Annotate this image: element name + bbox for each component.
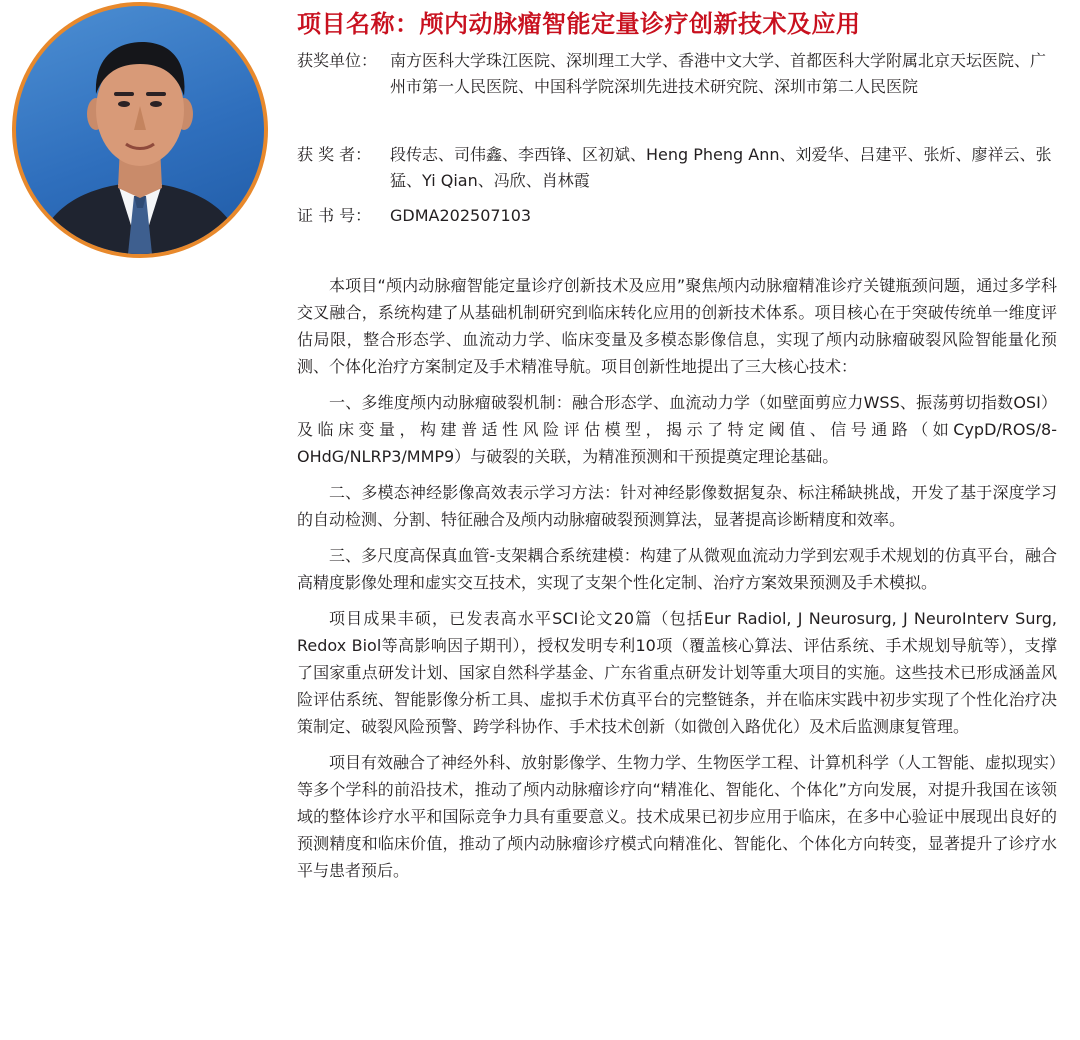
certificate-label: 证 书 号：	[297, 206, 372, 225]
certificate-row	[297, 203, 1057, 229]
award-units-row	[297, 48, 1057, 100]
award-units-value: 南方医科大学珠江医院、深圳理工大学、香港中文大学、首都医科大学附属北京天坛医院、广州市第一人民医院、中国科学院深圳先进技术研究院、深圳市第二人民医院	[390, 51, 1047, 96]
paragraph-achievements: 项目成果丰硕，已发表高水平SCI论文20篇（包括Eur Radiol, J Neurosurg, J NeuroInterv Surg, Redox Biol等高影响因子期刊），授权发明专利10项（覆盖核心算法、评估系统、手术规划导航等），支撑了国家重点研发计划、国家自然科学基金、广东省重点研发计划等重大项目的实施。这些技术已形成涵盖风险评估系统、智能影像分析工具、虚拟手术仿真平台的完整链条，并在临床实践中初步实现了个性化治疗决策制定、破裂风险预警、跨学科协作、手术技术创新（如微创入路优化）及术后监测康复管理。	[297, 609, 1057, 736]
paragraph-significance: 项目有效融合了神经外科、放射影像学、生物力学、生物医学工程、计算机科学（人工智能、虚拟现实）等多个学科的前沿技术，推动了颅内动脉瘤诊疗向“精准化、智能化、个体化”方向发展，对提升我国在该领域的整体诊疗水平和国际竞争力具有重要意义。技术成果已初步应用于临床，在多中心验证中展现出良好的预测精度和临床价值，推动了颅内动脉瘤诊疗模式向精准化、智能化、个体化方向转变，显著提升了诊疗水平与患者预后。	[297, 753, 1058, 880]
project-description	[297, 272, 1057, 893]
portrait-image	[16, 6, 264, 254]
person-illustration	[16, 6, 264, 254]
award-units-label: 获奖单位：	[297, 51, 378, 70]
paragraph-technology-2: 二、多模态神经影像高效表示学习方法：针对神经影像数据复杂、标注稀缺挑战，开发了基于深度学习的自动检测、分割、特征融合及颅内动脉瘤破裂预测算法，显著提高诊断精度和效率。	[297, 483, 1057, 529]
paragraph-technology-3: 三、多尺度高保真血管-支架耦合系统建模：构建了从微观血流动力学到宏观手术规划的仿真平台，融合高精度影像处理和虚实交互技术，实现了支架个性化定制、治疗方案效果预测及手术模拟。	[297, 546, 1057, 592]
winners-value: 段传志、司伟鑫、李西锋、区初斌、Heng Pheng Ann、刘爱华、吕建平、张炘、廖祥云、张猛、Yi Qian、冯欣、肖林霞	[390, 145, 1052, 190]
winners-row	[297, 142, 1057, 194]
certificate-value: GDMA202507103	[390, 206, 532, 225]
winners-label: 获 奖 者：	[297, 145, 372, 164]
portrait-photo	[12, 2, 268, 258]
paragraph-intro: 本项目“颅内动脉瘤智能定量诊疗创新技术及应用”聚焦颅内动脉瘤精准诊疗关键瓶颈问题，通过多学科交叉融合，系统构建了从基础机制研究到临床转化应用的创新技术体系。项目核心在于突破传统单一维度评估局限，整合形态学、血流动力学、临床变量及多模态影像信息，实现了颅内动脉瘤破裂风险智能量化预测、个体化治疗方案制定及手术精准导航。项目创新性地提出了三大核心技术：	[297, 276, 1057, 376]
paragraph-technology-1: 一、多维度颅内动脉瘤破裂机制：融合形态学、血流动力学（如壁面剪应力WSS、振荡剪切指数OSI）及临床变量，构建普适性风险评估模型，揭示了特定阈值、信号通路（如CypD/ROS/8-OHdG/NLRP3/MMP9）与破裂的关联，为精准预测和干预提奠定理论基础。	[297, 393, 1057, 466]
project-title: 项目名称：颅内动脉瘤智能定量诊疗创新技术及应用	[297, 10, 861, 38]
